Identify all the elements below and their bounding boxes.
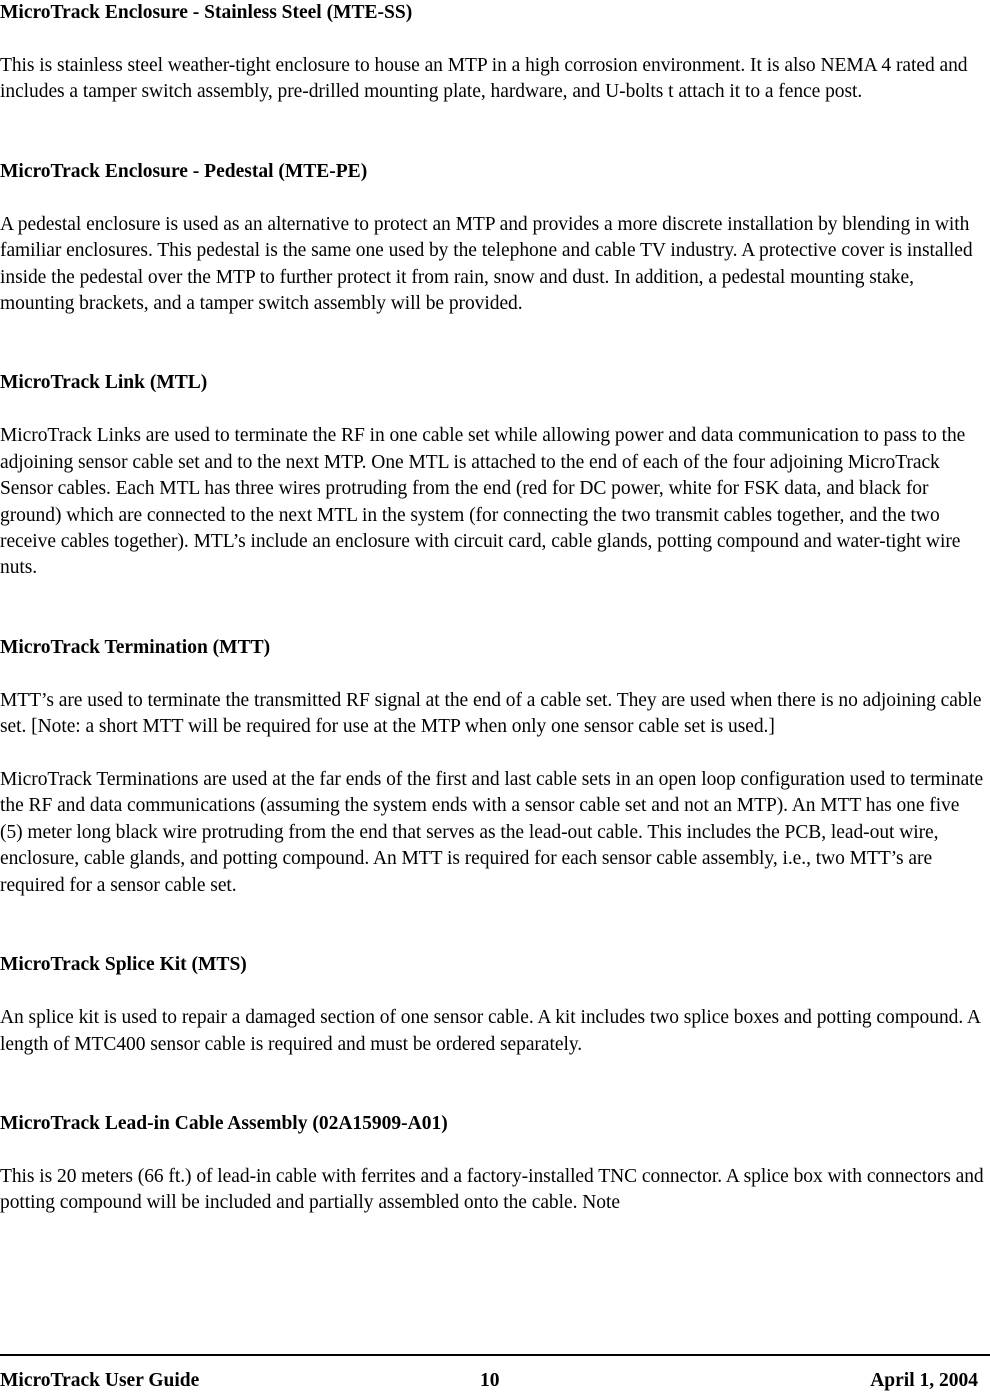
section-mtl xyxy=(0,370,985,581)
section-mte-pe xyxy=(0,159,985,318)
section-paragraph: MTT’s are used to terminate the transmitted RF signal at the end of a cable set. They are used when there is no adjoining cable set. [Note: a short MTT will be required for use at the MTP when only one sensor cable set is used.] xyxy=(0,689,982,738)
section-paragraph: An splice kit is used to repair a damaged section of one sensor cable. A kit includes two splice boxes and potting compound. A length of MTC400 sensor cable is required and must be ordered separately. xyxy=(0,1007,980,1055)
section-lead-in-cable xyxy=(0,1111,985,1217)
section-paragraph: This is stainless steel weather-tight enclosure to house an MTP in a high corrosion environment. It is also NEMA 4 rated and includes a tamper switch assembly, pre-drilled mounting plate, hardware, and U-bolts t attach it to a fence post. xyxy=(0,55,968,103)
section-mte-ss xyxy=(0,0,985,106)
section-paragraph: A pedestal enclosure is used as an alternative to protect an MTP and provides a more discrete installation by blending in with familiar enclosures. This pedestal is the same one used by the telephone and cable TV industry. A protective cover is installed inside the pedestal over the MTP to further protect it from rain, snow and dust. In addition, a pedestal mounting stake, mounting brackets, and a tamper switch assembly will be provided. xyxy=(0,213,973,315)
section-paragraph: MicroTrack Terminations are used at the far ends of the first and last cable sets in an open loop configuration used to terminate the RF and data communications (assuming the system ends with a sensor cable set and not an MTP). An MTT has one five (5) meter long black wire protruding from the end that serves as the lead-out cable. This includes the PCB, lead-out wire, enclosure, cable glands, and potting compound. An MTT is required for each sensor cable assembly, i.e., two MTT’s are required for a sensor cable set. xyxy=(0,769,984,896)
section-heading: MicroTrack Enclosure - Stainless Steel (MTE-SS) xyxy=(0,2,413,23)
footer-divider xyxy=(0,1354,990,1356)
footer-date: April 1, 2004 xyxy=(870,1370,978,1391)
section-heading: MicroTrack Link (MTL) xyxy=(0,372,208,394)
section-mts xyxy=(0,952,985,1058)
section-heading: MicroTrack Enclosure - Pedestal (MTE-PE) xyxy=(0,160,368,182)
section-mtt xyxy=(0,635,985,899)
section-paragraph: This is 20 meters (66 ft.) of lead-in cable with ferrites and a factory-installed TNC connector. A splice box with connectors and potting compound will be included and partially assembled onto the cable. Note xyxy=(0,1165,984,1214)
section-paragraph: MicroTrack Links are used to terminate the RF in one cable set while allowing power and data communication to pass to the adjoining sensor cable set and to the next MTP. One MTL is attached to the end of each of the four adjoining MicroTrack Sensor cables. Each MTL has three wires protruding from the end (red for DC power, white for FSK data, and black for ground) which are connected to the next MTL in the system (for connecting the two transmit cables together, and the two receive cables together). MTL’s include an enclosure with circuit card, cable glands, potting compound and water-tight wire nuts. xyxy=(0,425,966,579)
footer-document-title: MicroTrack User Guide xyxy=(0,1370,200,1391)
section-heading: MicroTrack Termination (MTT) xyxy=(0,636,271,658)
section-heading: MicroTrack Splice Kit (MTS) xyxy=(0,954,247,976)
footer-page-number: 10 xyxy=(480,1370,500,1391)
section-heading: MicroTrack Lead-in Cable Assembly (02A15909-A01) xyxy=(0,1112,448,1134)
